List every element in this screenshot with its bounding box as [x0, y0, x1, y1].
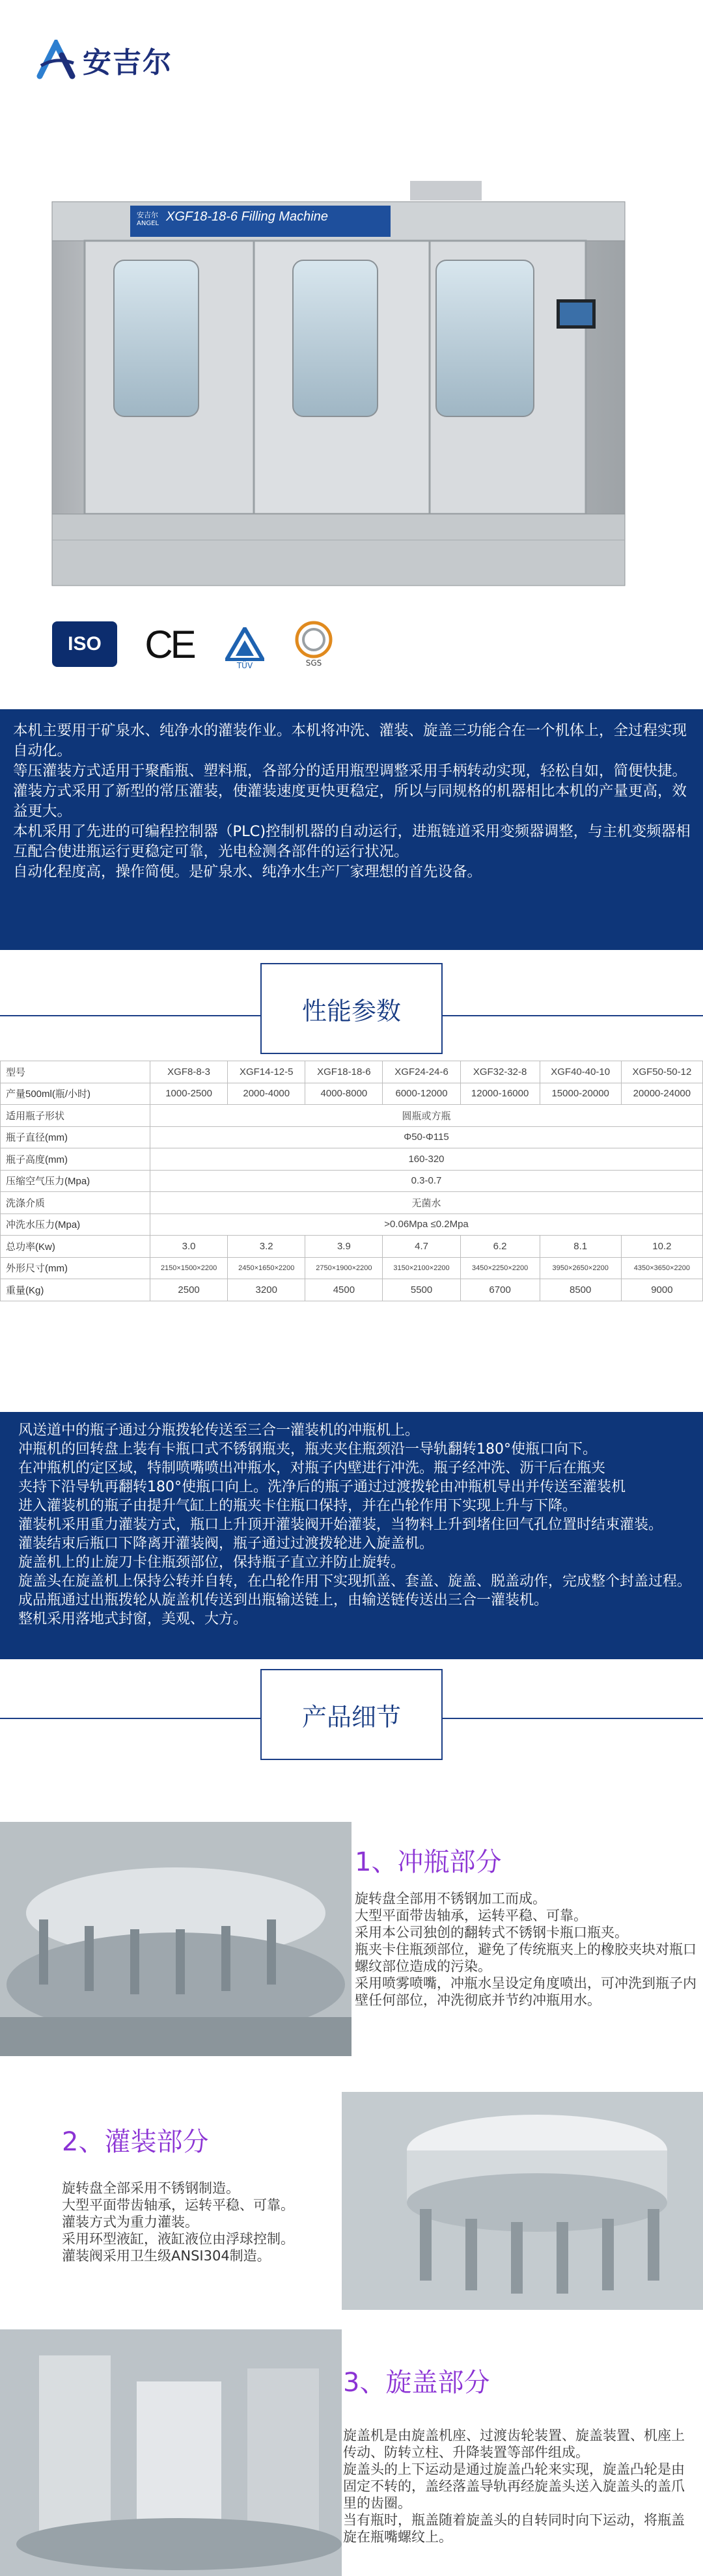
spec-cell: 无菌水: [150, 1192, 703, 1214]
spec-model-header: XGF14-12-5: [228, 1061, 305, 1083]
details-title-box: [260, 1669, 443, 1760]
angel-logo-icon: [36, 40, 76, 80]
spec-row-label: 总功率(Kw): [1, 1236, 150, 1258]
spec-model-header: XGF8-8-3: [150, 1061, 228, 1083]
details-title: 产品细节: [301, 1702, 401, 1731]
spec-model-header: XGF32-32-8: [460, 1061, 540, 1083]
spec-table: [0, 1061, 703, 1301]
spec-cell: 3450×2250×2200: [460, 1257, 540, 1279]
intro-paragraph: 本机主要用于矿泉水、纯净水的灌装作业。本机将冲洗、灌装、旋盖三功能合在一个机体上，全过程实现自动化。: [13, 722, 687, 759]
spec-row: [1, 1192, 703, 1214]
spec-cell: Φ50-Φ115: [150, 1126, 703, 1148]
process-flow-line: 整机采用落地式封窗，美观、大方。: [18, 1611, 248, 1627]
brand-name: 安吉尔: [83, 46, 172, 79]
spec-cell: 1000-2500: [150, 1083, 228, 1105]
section-line: 灌装方式为重力灌装。: [62, 2214, 199, 2230]
spec-cell: 9000: [621, 1279, 702, 1301]
sgs-icon: [288, 618, 340, 670]
spec-cell: 15000-20000: [540, 1083, 621, 1105]
spec-model-header: XGF40-40-10: [540, 1061, 621, 1083]
spacer: [0, 916, 260, 917]
section-line: 旋转盘全部用不锈钢加工而成。: [355, 1891, 546, 1906]
section-line: 瓶夹卡住瓶颈部位，避免了传统瓶夹上的橡胶夹块对瓶口螺纹部位造成的污染。: [355, 1942, 696, 1974]
filling-machine-image: [46, 176, 657, 592]
sgs-label: SGS: [305, 658, 322, 668]
section-line: 大型平面带齿轴承，运转平稳、可靠。: [62, 2197, 294, 2213]
spec-row: [1, 1148, 703, 1171]
process-flow-line: 进入灌装机的瓶子由提升气缸上的瓶夹卡住瓶口保持，并在凸轮作用下实现上升与下降。: [18, 1498, 577, 1514]
spec-cell: 6700: [460, 1279, 540, 1301]
section-line: 旋盖头的上下运动是通过旋盖凸轮来实现，旋盖凸轮是由固定不转的，盖经落盖导轨再经旋盖头送入旋盖头的盖爪里的齿圈。: [343, 2461, 685, 2511]
rinsing-section-photo: [0, 1822, 352, 2056]
process-flow-line: 旋盖头在旋盖机上保持公转并自转，在凸轮作用下实现抓盖、套盖、旋盖、脱盖动作，完成整个封盖过程。: [18, 1573, 692, 1590]
spec-row-label: 瓶子直径(mm): [1, 1126, 150, 1148]
process-flow-line: 灌装机采用重力灌装方式，瓶口上升顶开灌装阀开始灌装，当物料上升到堵住回气孔位置时结束灌装。: [18, 1517, 663, 1533]
tuv-label: TÜV: [236, 661, 253, 670]
spec-cell: 6.2: [460, 1236, 540, 1258]
spec-cell: 4.7: [383, 1236, 460, 1258]
process-flow-line: 旋盖机上的止旋刀卡住瓶颈部位，保持瓶子直立并防止旋转。: [18, 1554, 406, 1571]
spec-cell: 12000-16000: [460, 1083, 540, 1105]
spec-row-label: 型号: [1, 1061, 150, 1083]
spec-cell: 4500: [305, 1279, 383, 1301]
intro-section: [0, 709, 703, 950]
section-line: 采用喷雾喷嘴，冲瓶水呈设定角度喷出，可冲洗到瓶子内壁任何部位，冲洗彻底并节约冲瓶用水。: [355, 1975, 696, 2008]
tuv-icon: [221, 618, 268, 670]
spec-cell: 3200: [228, 1279, 305, 1301]
section-line: 灌装阀采用卫生级ANSI304制造。: [62, 2248, 271, 2264]
process-flow-line: 冲瓶机的回转盘上装有卡瓶口式不锈钢瓶夹，瓶夹夹住瓶颈沿一导轨翻转180°使瓶口向下。: [18, 1441, 597, 1457]
process-flow-line: 成品瓶通过出瓶拨轮从旋盖机传送到出瓶输送链上，由输送链传送出三合一灌装机。: [18, 1592, 549, 1608]
spec-cell: 5500: [383, 1279, 460, 1301]
spec-cell: 160-320: [150, 1148, 703, 1171]
spec-row-label: 瓶子高度(mm): [1, 1148, 150, 1171]
spec-row-label: 外形尺寸(mm): [1, 1257, 150, 1279]
section-line: 旋转盘全部采用不锈钢制造。: [62, 2180, 240, 2196]
process-flow-section: [0, 1412, 703, 1659]
section-line: 当有瓶时，瓶盖随着旋盖头的自转同时向下运动，将瓶盖旋在瓶嘴螺纹上。: [343, 2512, 685, 2545]
spec-row: [1, 1236, 703, 1258]
spec-row: [1, 1061, 703, 1083]
filling-heading: 2、灌装部分: [62, 2127, 209, 2157]
spec-row-label: 适用瓶子形状: [1, 1105, 150, 1127]
spec-cell: >0.06Mpa ≤0.2Mpa: [150, 1213, 703, 1236]
process-flow-line: 风送道中的瓶子通过分瓶拨轮传送至三合一灌装机的冲瓶机上。: [18, 1422, 420, 1439]
capping-section-photo: [0, 2329, 342, 2576]
ce-label: CE: [145, 622, 194, 666]
spec-cell: 2000-4000: [228, 1083, 305, 1105]
spec-cell: 3150×2100×2200: [383, 1257, 460, 1279]
spec-cell: 10.2: [621, 1236, 702, 1258]
spec-cell: 圆瓶或方瓶: [150, 1105, 703, 1127]
process-flow-line: 夹持下沿导轨再翻转180°使瓶口向上。洗净后的瓶子通过过渡拨轮由冲瓶机导出并传送至灌装机: [18, 1479, 626, 1495]
intro-paragraph: 本机采用了先进的可编程控制器（PLC)控制机器的自动运行，进瓶链道采用变频器调整，与主机变频器相互配合使进瓶运行更稳定可靠，光电检测各部件的运行状况。: [13, 823, 691, 860]
certification-badges: [52, 618, 340, 670]
brand-logo: [36, 39, 172, 81]
spec-cell: 6000-12000: [383, 1083, 460, 1105]
spec-model-header: XGF18-18-6: [305, 1061, 383, 1083]
spec-row-label: 冲洗水压力(Mpa): [1, 1213, 150, 1236]
machine-plate-brand: 安吉尔: [137, 211, 158, 219]
spec-cell: 2750×1900×2200: [305, 1257, 383, 1279]
spec-cell: 4350×3650×2200: [621, 1257, 702, 1279]
capping-heading: 3、旋盖部分: [343, 2368, 490, 2398]
spec-title-box: [260, 963, 443, 1054]
spec-model-header: XGF24-24-6: [383, 1061, 460, 1083]
intro-paragraph: 自动化程度高，操作简便。是矿泉水、纯净水生产厂家理想的首先设备。: [13, 863, 482, 880]
spec-cell: 2150×1500×2200: [150, 1257, 228, 1279]
rinsing-heading: 1、冲瓶部分: [355, 1847, 502, 1877]
ce-icon: [137, 621, 202, 667]
spec-cell: 3.0: [150, 1236, 228, 1258]
spec-cell: 3.9: [305, 1236, 383, 1258]
process-flow-line: 在冲瓶机的定区域，特制喷嘴喷出冲瓶水，对瓶子内壁进行冲洗。瓶子经冲洗、沥干后在瓶夹: [18, 1460, 606, 1476]
spec-row-label: 重量(Kg): [1, 1279, 150, 1301]
spec-row: [1, 1126, 703, 1148]
process-flow-line: 灌装结束后瓶口下降离开灌装阀，瓶子通过过渡拨轮进入旋盖机。: [18, 1536, 434, 1552]
filling-description: [62, 2180, 342, 2264]
spec-row: [1, 1279, 703, 1301]
spec-row: [1, 1170, 703, 1192]
section-line: 旋盖机是由旋盖机座、过渡齿轮装置、旋盖装置、机座上传动、防转立柱、升降装置等部件组成。: [343, 2428, 685, 2460]
spec-cell: 2500: [150, 1279, 228, 1301]
machine-model-label: XGF18-18-6 Filling Machine: [166, 210, 328, 224]
section-line: 大型平面带齿轴承，运转平稳、可靠。: [355, 1908, 587, 1923]
spec-cell: 3950×2650×2200: [540, 1257, 621, 1279]
machine-plate-brand-en: ANGEL: [137, 220, 159, 227]
spec-row-label: 洗涤介质: [1, 1192, 150, 1214]
iso-icon: [52, 621, 117, 667]
spec-row: [1, 1083, 703, 1105]
spec-cell: 20000-24000: [621, 1083, 702, 1105]
section-line: 采用本公司独创的翻转式不锈钢卡瓶口瓶夹。: [355, 1925, 628, 1940]
spec-row-label: 产量500ml(瓶/小时): [1, 1083, 150, 1105]
spec-model-header: XGF50-50-12: [621, 1061, 702, 1083]
spec-cell: 3.2: [228, 1236, 305, 1258]
rinsing-description: [355, 1890, 700, 2009]
spec-row: [1, 1257, 703, 1279]
intro-paragraph: 灌装方式采用了新型的常压灌装，使灌装速度更快更稳定，所以与同规格的机器相比本机的产量更高，效益更大。: [13, 783, 687, 820]
spec-cell: 0.3-0.7: [150, 1170, 703, 1192]
intro-paragraph: 等压灌装方式适用于聚酯瓶、塑料瓶，各部分的适用瓶型调整采用手柄转动实现，轻松自如，简便快捷。: [13, 763, 687, 780]
spec-cell: 8500: [540, 1279, 621, 1301]
spec-cell: 8.1: [540, 1236, 621, 1258]
spec-cell: 2450×1650×2200: [228, 1257, 305, 1279]
section-line: 采用环型液缸，液缸液位由浮球控制。: [62, 2231, 294, 2247]
filling-section-photo: [342, 2092, 703, 2310]
spec-row: [1, 1105, 703, 1127]
iso-label: ISO: [68, 633, 102, 655]
spec-title: 性能参数: [301, 996, 401, 1025]
capping-description: [343, 2427, 698, 2545]
spec-row-label: 压缩空气压力(Mpa): [1, 1170, 150, 1192]
spec-cell: 4000-8000: [305, 1083, 383, 1105]
spec-row: [1, 1213, 703, 1236]
